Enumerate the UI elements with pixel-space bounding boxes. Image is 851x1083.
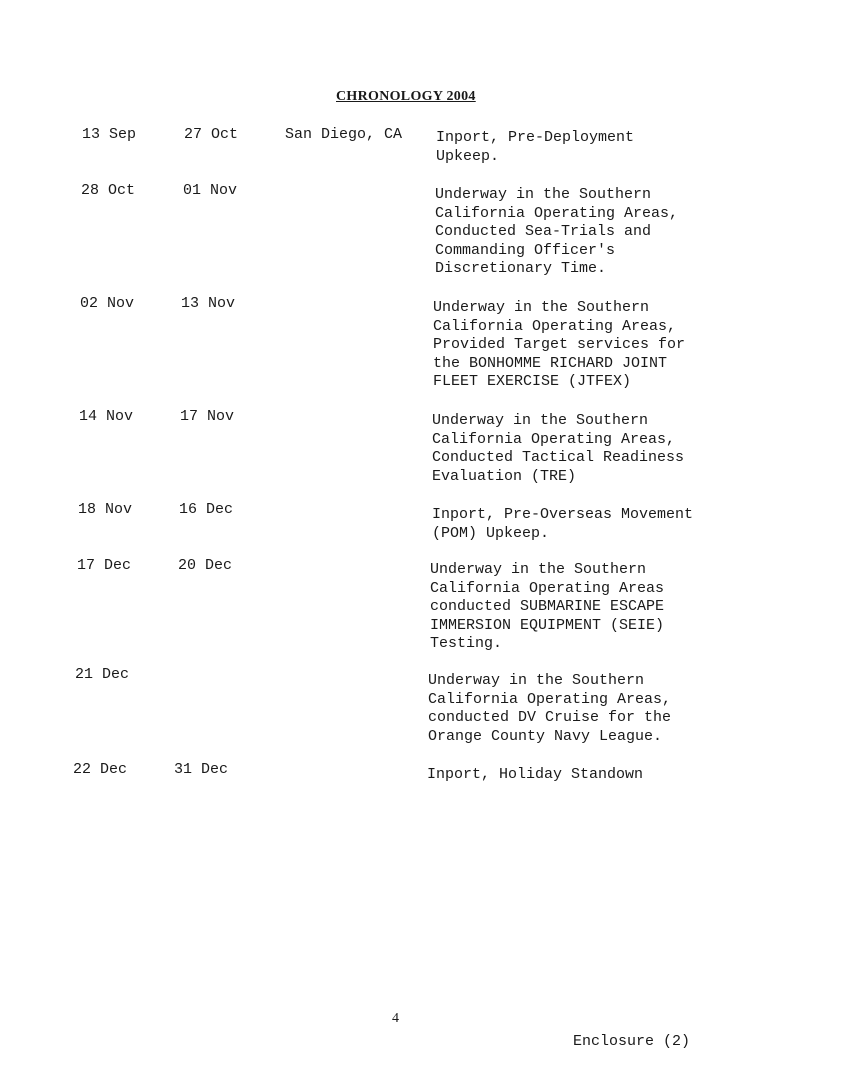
description: Inport, Pre-Deployment Upkeep.	[436, 129, 635, 165]
start-date: 02 Nov	[80, 295, 135, 312]
start-date: 22 Dec	[73, 761, 128, 778]
end-date: 17 Nov	[180, 408, 235, 425]
end-date: 16 Dec	[179, 501, 234, 518]
description: Underway in the Southern California Operating Areas, Conducted Sea-Trials and Commanding Officer's Discretionary Time.	[435, 186, 679, 277]
page-number: 4	[392, 1011, 399, 1026]
description: Underway in the Southern California Operating Areas, Conducted Tactical Readiness Evaluation (TRE)	[432, 412, 685, 485]
description: Inport, Pre-Overseas Movement (POM) Upkeep.	[432, 506, 694, 542]
start-date: 28 Oct	[81, 182, 136, 199]
enclosure-label: Enclosure (2)	[573, 1033, 691, 1050]
end-date: 27 Oct	[184, 126, 239, 143]
end-date: 01 Nov	[183, 182, 238, 199]
location: San Diego, CA	[285, 126, 403, 143]
start-date: 17 Dec	[77, 557, 132, 574]
start-date: 13 Sep	[82, 126, 137, 143]
start-date: 18 Nov	[78, 501, 133, 518]
description: Underway in the Southern California Operating Areas, Provided Target services for the BONHOMME RICHARD JOINT FLEET EXERCISE (JTFEX)	[433, 299, 686, 390]
end-date: 31 Dec	[174, 761, 229, 778]
start-date: 21 Dec	[75, 666, 130, 683]
end-date: 20 Dec	[178, 557, 233, 574]
description: Inport, Holiday Standown	[427, 766, 644, 783]
description: Underway in the Southern California Operating Areas, conducted DV Cruise for the Orange County Navy League.	[428, 672, 672, 745]
description: Underway in the Southern California Operating Areas conducted SUBMARINE ESCAPE IMMERSION EQUIPMENT (SEIE) Testing.	[430, 561, 665, 652]
document-title: CHRONOLOGY 2004	[336, 89, 476, 104]
end-date: 13 Nov	[181, 295, 236, 312]
start-date: 14 Nov	[79, 408, 134, 425]
